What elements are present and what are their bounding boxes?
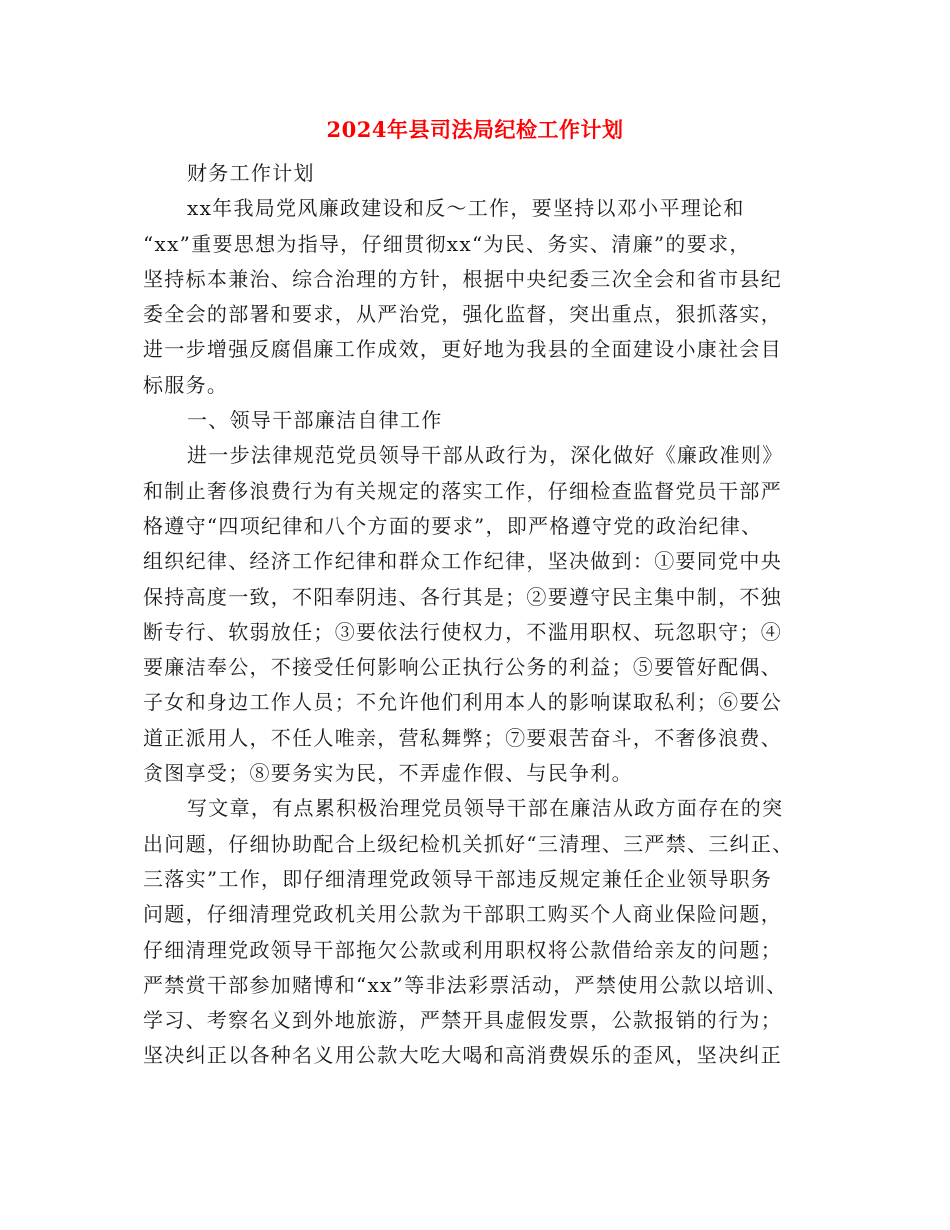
text-line: xx年我局党风廉政建设和反～工作，要坚持以邓小平理论和 bbox=[187, 196, 745, 221]
text-line: 财务工作计划 bbox=[187, 161, 315, 185]
text-line: 和制止奢侈浪费行为有关规定的落实工作，仔细检查监督党员干部严 bbox=[143, 478, 782, 503]
text-line: 坚决纠正以各种名义用公款大吃大喝和高消费娱乐的歪风，坚决纠正 bbox=[143, 1043, 782, 1068]
text-line: 贪图享受；⑧要务实为民，不弄虚作假、与民争利。 bbox=[143, 761, 633, 786]
text-line: “xx”重要思想为指导，仔细贯彻xx“为民、务实、清廉”的要求， bbox=[143, 231, 751, 256]
text-line: 要廉洁奉公，不接受任何影响公正执行公务的利益；⑤要管好配偶、 bbox=[143, 655, 782, 680]
text-line: 委全会的部署和要求，从严治党，强化监督，突出重点，狠抓落实， bbox=[143, 302, 782, 327]
text-line: 出问题，仔细协助配合上级纪检机关抓好“三清理、三严禁、三纠正、 bbox=[143, 831, 794, 856]
text-line: 坚持标本兼治、综合治理的方针，根据中央纪委三次全会和省市县纪 bbox=[143, 266, 782, 291]
text-line: 进一步增强反腐倡廉工作成效，更好地为我县的全面建设小康社会目 bbox=[143, 337, 782, 362]
document-title: 2024年县司法局纪检工作计划 bbox=[326, 117, 624, 142]
text-line: 严禁赏干部参加赌博和“xx”等非法彩票活动，严禁使用公款以培训、 bbox=[143, 972, 788, 997]
text-line: 写文章，有点累积极治理党员领导干部在廉洁从政方面存在的突 bbox=[187, 796, 784, 821]
text-line: 子女和身边工作人员；不允许他们利用本人的影响谋取私利；⑥要公 bbox=[143, 690, 782, 715]
document-body bbox=[143, 156, 803, 1074]
text-line: 保持高度一致，不阳奉阴违、各行其是；②要遵守民主集中制，不独 bbox=[143, 584, 782, 609]
text-line: 标服务。 bbox=[143, 372, 229, 397]
text-line: 组织纪律、经济工作纪律和群众工作纪律，坚决做到：①要同党中央 bbox=[143, 549, 782, 574]
text-line: 格遵守“四项纪律和八个方面的要求”，即严格遵守党的政治纪律、 bbox=[143, 513, 763, 538]
text-line: 问题，仔细清理党政机关用公款为干部职工购买个人商业保险问题， bbox=[143, 902, 782, 927]
text-line: 一、领导干部廉洁自律工作 bbox=[187, 408, 443, 433]
text-line: 学习、考察名义到外地旅游，严禁开具虚假发票，公款报销的行为； bbox=[143, 1008, 782, 1033]
text-line: 三落实”工作，即仔细清理党政领导干部违反规定兼任企业领导职务 bbox=[143, 866, 773, 891]
text-line: 断专行、软弱放任；③要依法行使权力，不滥用职权、玩忽职守；④ bbox=[143, 619, 782, 644]
text-line: 进一步法律规范党员领导干部从政行为，深化做好《廉政准则》 bbox=[187, 443, 784, 468]
text-line: 道正派用人，不任人唯亲，营私舞弊；⑦要艰苦奋斗，不奢侈浪费、 bbox=[143, 725, 782, 750]
text-line: 仔细清理党政领导干部拖欠公款或利用职权将公款借给亲友的问题； bbox=[143, 937, 782, 962]
